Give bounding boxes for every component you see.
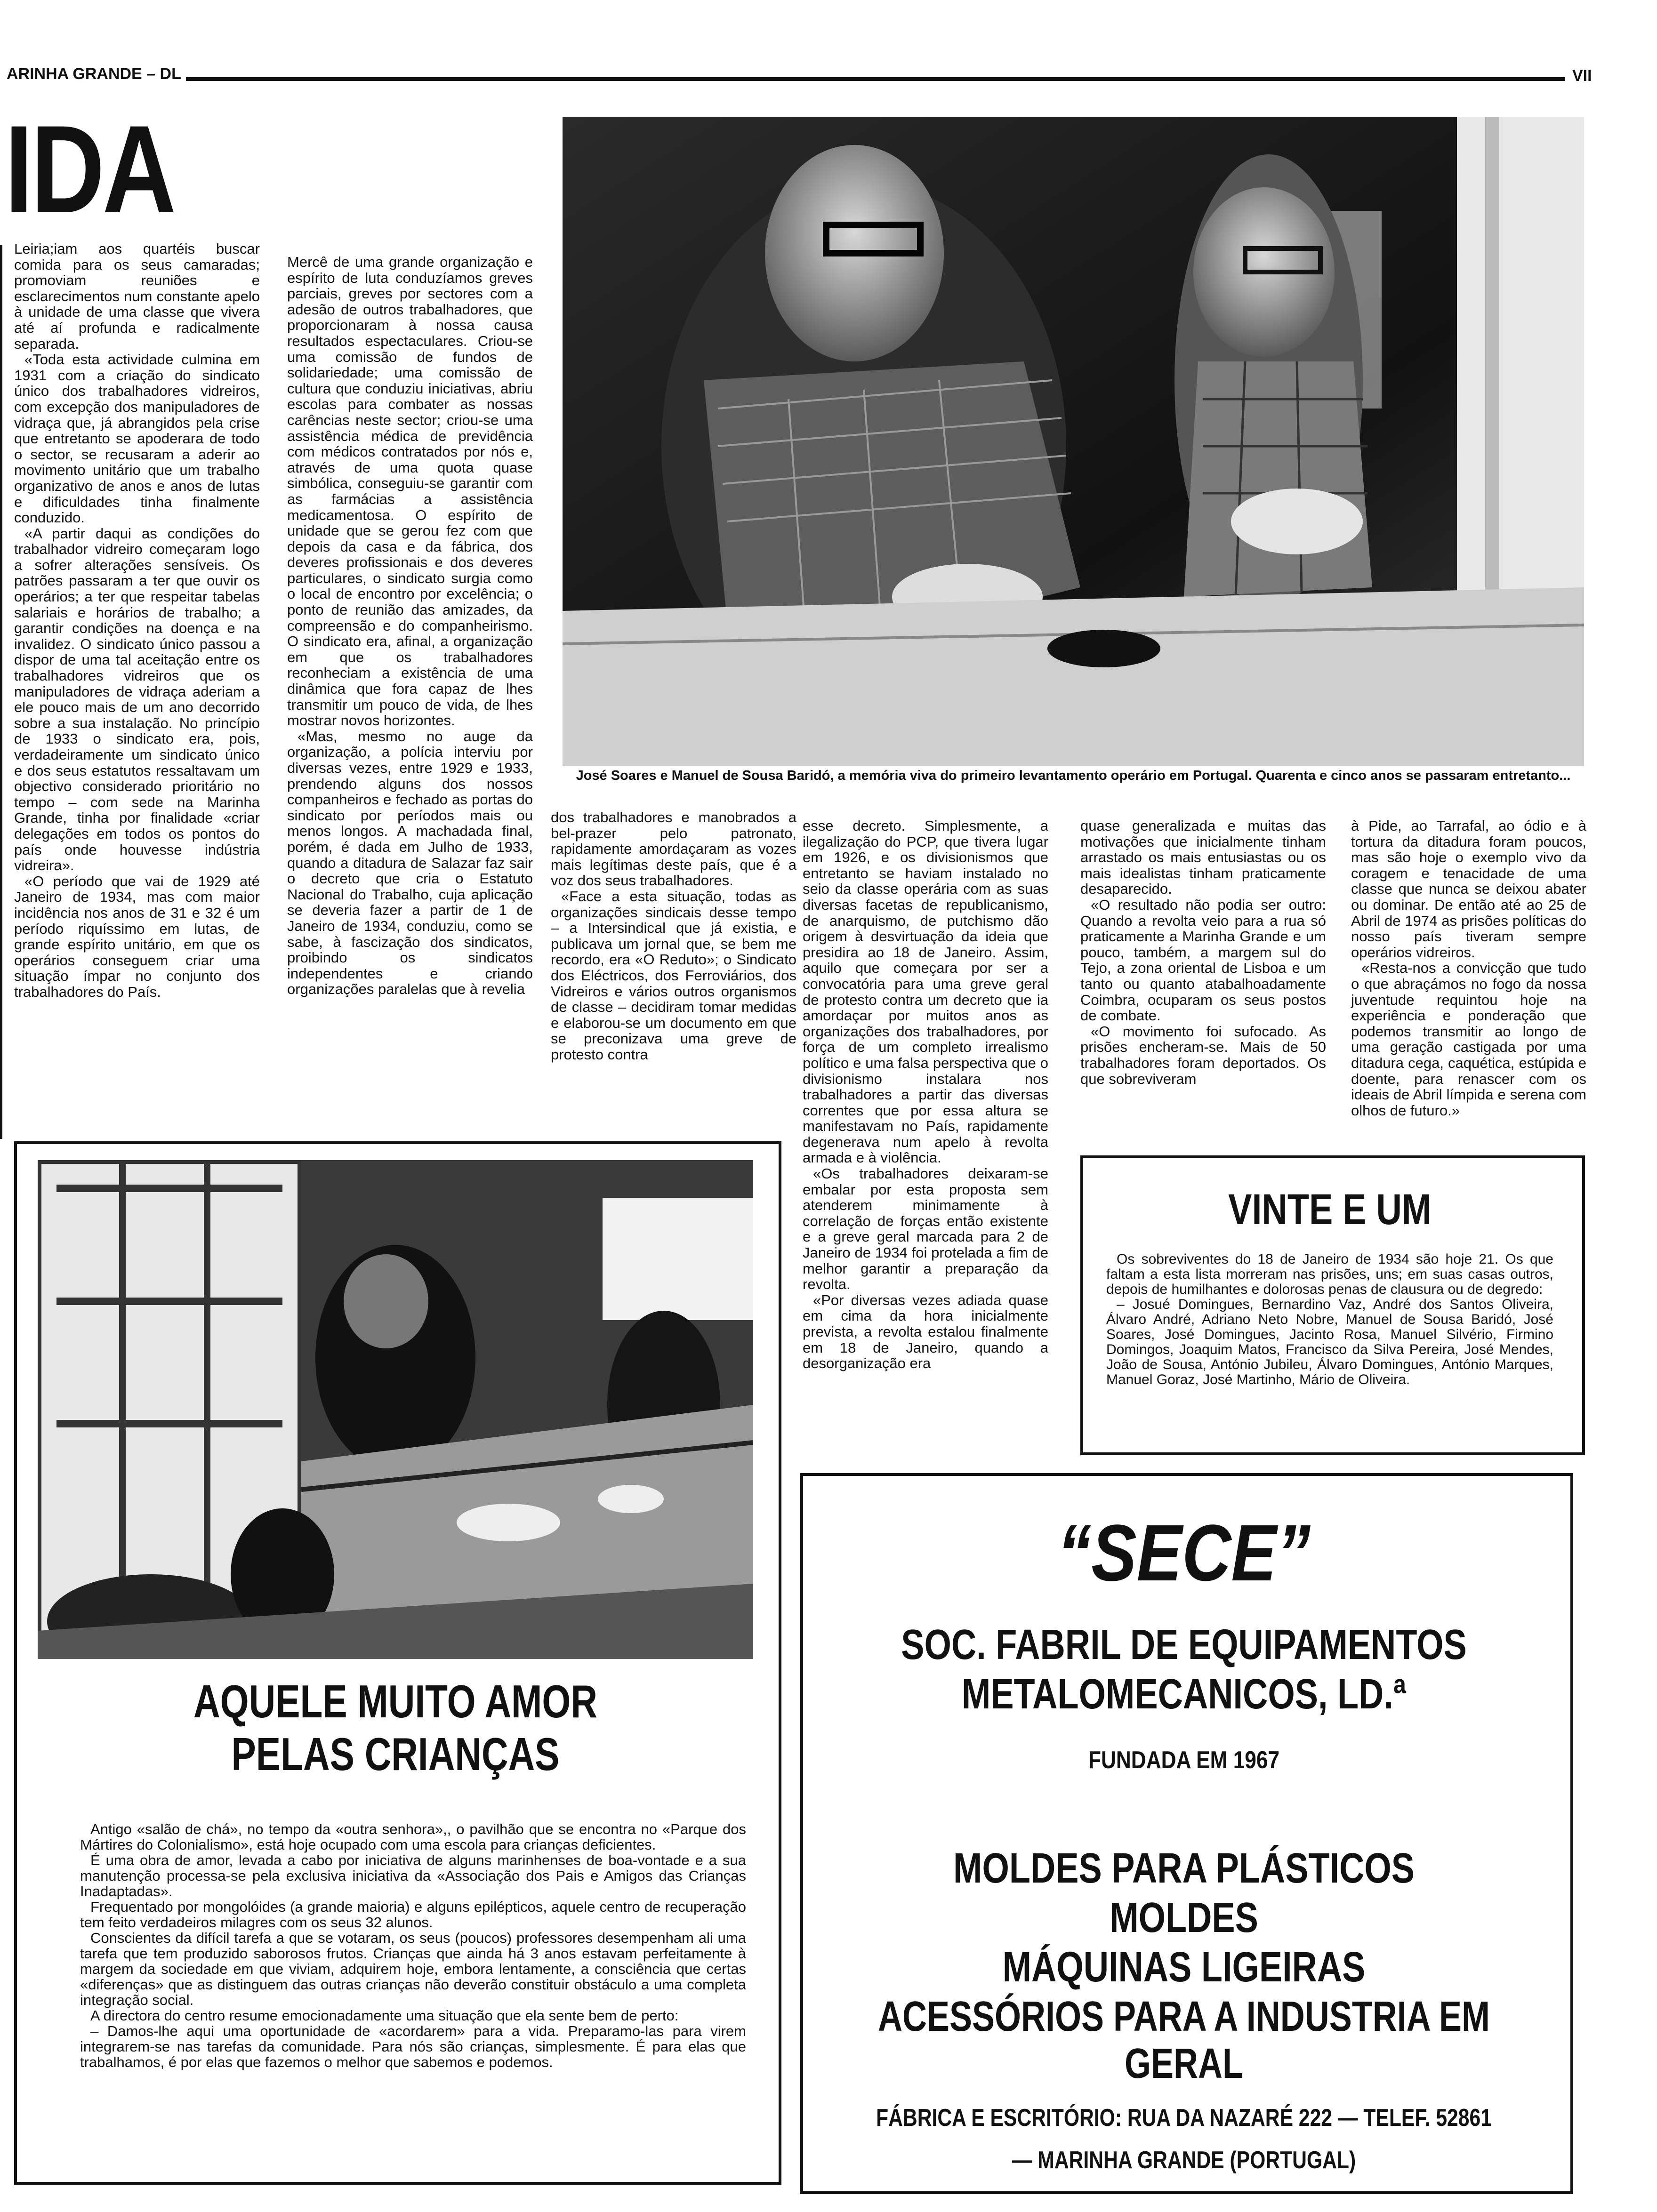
- children-story-body: [80, 1821, 746, 2070]
- vinte-e-um-body: [1106, 1252, 1553, 1387]
- children-headline-line-1: AQUELE MUITO AMOR: [193, 1675, 598, 1727]
- advert-company-line-1: SOC. FABRIL DE EQUIPAMENTOS: [901, 1621, 1467, 1668]
- paragraph: à Pide, ao Tarrafal, ao ódio e à tortura da ditadura foram poucos, mas são hoje o exemplo vivo da coragem e tenacidade de uma classe que nunca se deixou abater ou dominar. De então até ao 25 de Abril de 1974 as prisões políticas do nosso país tiveram sempre operários vidreiros.: [1351, 817, 1586, 961]
- children-photo-image: [38, 1160, 753, 1659]
- paragraph: Leiria;iam aos quartéis buscar comida para os seus camaradas; promoviam reuniões e esclarecimentos num constante apelo à unidade de uma classe que vivera até aí profunda e radicalmente separada.: [14, 240, 260, 352]
- advert-founded: FUNDADA EM 1967: [1088, 1747, 1280, 1774]
- children-headline-line-2: PELAS CRIANÇAS: [231, 1728, 560, 1780]
- paragraph: – Josué Domingues, Bernardino Vaz, André dos Santos Oliveira, Álvaro André, Adriano Neto Nobre, Manuel de Sousa Baridó, José Soares, José Domingues, Jacinto Rosa, Manuel Silvério, Firmino Domingos, Joaquim Matos, Francisco da Silva Pereira, José Mendes, João de Sousa, António Jubileu, Álvaro Domingues, António Marques, Manuel Goraz, José Martinho, Mário de Oliveira.: [1106, 1297, 1553, 1387]
- paragraph: Os sobreviventes do 18 de Janeiro de 1934 são hoje 21. Os que faltam a esta lista morreram nas prisões, uns; em suas casas outros, depois de humilhantes e dolorosas penas de clausura ou de degredo:: [1106, 1251, 1553, 1297]
- page-edge-rule: [0, 245, 2, 1139]
- main-photo-image: [563, 117, 1584, 766]
- paragraph: «Mas, mesmo no auge da organização, a polícia interviu por diversas vezes, entre 1929 e 1933, prendendo alguns dos nossos companheiros e fechado as portas do sindicato por períodos mais ou menos longos. A machadada final, porém, é dada em Julho de 1933, quando a ditadura de Salazar faz sair o decreto que cria o Estatuto Nacional do Trabalho, cuja aplicação se deveria fazer a partir de 1 de Janeiro de 1934, conduziu, como se sabe, à fascização dos sindicatos, proibindo os sindicatos independentes e criando organizações paralelas que à revelia: [287, 728, 533, 998]
- advert-address-line-1: FÁBRICA E ESCRITÓRIO: RUA DA NAZARÉ 222 — TELEF. 52861: [876, 2104, 1492, 2132]
- paragraph: Frequentado por mongolóides (a grande maioria) e alguns epilépticos, aquele centro de recuperação tem feito verdadeiros milagres com os seus 32 alunos.: [80, 1899, 746, 1931]
- paragraph: «Toda esta actividade culmina em 1931 com a criação do sindicato único dos trabalhadores vidreiros, com excepção dos manipuladores de vidraça que, já abrangidos pela crise que entretanto se apoderara de todo o sector, se recusaram a aderir ao movimento unitário que um trabalho organizativo de anos e anos de lutas e dificuldades tinha finalmente conduzido.: [14, 351, 260, 526]
- running-header-left: ARINHA GRANDE – DL: [7, 65, 181, 83]
- paragraph: dos trabalhadores e manobrados a bel-prazer pelo patronato, rapidamente amordaçaram as vozes mais legítimas deste país, que é a voz dos seus trabalhadores.: [551, 809, 796, 889]
- vinte-e-um-title: VINTE E UM: [1228, 1186, 1432, 1234]
- article-column-3: [551, 809, 796, 1063]
- paragraph: «A partir daqui as condições do trabalhador vidreiro começaram logo a sofrer alterações sensíveis. Os patrões passaram a ter que ouvir os operários; a ter que respeitar tabelas salariais e horários de trabalho; a garantir condições na doença e na invalidez. O sindicato único passou a dispor de uma tal aceitação entre os trabalhadores vidreiros que os manipuladores de vidraça aderiam a ele pouco mais de um ano decorrido sobre a sua instalação. No princípio de 1933 o sindicato era, pois, verdadeiramente um sindicato único e dos seus estatutos ressaltavam um objectivo considerado prioritário no tempo – com sede na Marinha Grande, tinha por finalidade «criar delegações em todos os pontos do país onde houvesse indústria vidreira».: [14, 525, 260, 874]
- paragraph: Mercê de uma grande organização e espírito de luta conduzíamos greves parciais, greves por sectores com a adesão de outros trabalhadores, que proporcionaram à nossa causa resultados espectaculares. Criou-se uma comissão de fundos de solidariedade; uma comissão de cultura que conduziu iniciativas, abriu escolas para combater as nossas carências neste sector; criou-se uma assistência médica de previdência com médicos contratados por nós e, através de uma quota quase simbólica, conseguiu-se garantir com as farmácias a assistência medicamentosa. O espírito de unidade que se gerou fez com que depois da casa e da fábrica, dos deveres profissionais e dos deveres particulares, o sindicato surgia como o local de encontro por excelência; o ponto de reunião das amizades, da compreensão e do companheirismo. O sindicato era, afinal, a organização em que os trabalhadores reconheciam a existência de uma dinâmica que fora capaz de lhes transmitir um pouco de vida, de lhes mostrar novos horizontes.: [287, 254, 533, 729]
- article-title: IDA: [5, 100, 174, 239]
- advert-product-2: MOLDES: [1110, 1894, 1258, 1941]
- paragraph: Conscientes da difícil tarefa a que se votaram, os seus (poucos) professores desempenham ali uma tarefa que tem produzido saborosos frutos. Crianças que ainda há 3 anos estavam perfeitamente à margem da sociedade em que viviam, adquirem hoje, embora lentamente, a consciência que certas «diferenças» que as distinguem das outras crianças não deverão constituir obstáculo a uma completa integração social.: [80, 1930, 746, 2008]
- paragraph: «O movimento foi sufocado. As prisões encheram-se. Mais de 50 trabalhadores foram deportados. Os que sobreviveram: [1080, 1023, 1326, 1087]
- article-column-5: [1080, 818, 1326, 1087]
- paragraph: Antigo «salão de chá», no tempo da «outra senhora»,, o pavilhão que se encontra no «Parque dos Mártires do Colonialismo», está hoje ocupado com uma escola para crianças deficientes.: [80, 1821, 746, 1853]
- paragraph: «Resta-nos a convicção que tudo o que abraçámos no fogo da nossa juventude requintou hoje na experiência e ponderação que podemos transmitir ao longo de uma geração castigada por uma ditadura cega, caquética, estúpida e doente, para renascer com os ideais de Abril límpida e serena com olhos de futuro.»: [1351, 960, 1586, 1119]
- page-number: VII: [1572, 67, 1592, 85]
- header-rule: [186, 77, 1565, 81]
- paragraph: «Por diversas vezes adiada quase em cima da hora inicialmente prevista, a revolta estalou finalmente em 18 de Janeiro, quando a desorganização era: [803, 1291, 1048, 1372]
- paragraph: quase generalizada e muitas das motivações que inicialmente tinham arrastado os mais entusiastas ou os mais idealistas tinham praticamente desaparecido.: [1080, 817, 1326, 898]
- advert-product-4: ACESSÓRIOS PARA A INDUSTRIA EM GERAL: [877, 1993, 1490, 2087]
- paragraph: «Os trabalhadores deixaram-se embalar por esta proposta sem atenderem minimamente à correlação de forças então existente e a greve geral marcada para 2 de Janeiro de 1934 foi protelada a fim de melhor garantir a preparação da revolta.: [803, 1165, 1048, 1293]
- advert-product-1: MOLDES PARA PLÁSTICOS: [953, 1845, 1415, 1892]
- advert-address-line-2: — MARINHA GRANDE (PORTUGAL): [1012, 2147, 1356, 2174]
- paragraph: «O período que vai de 1929 até Janeiro de 1934, mas com maior incidência nos anos de 31 e 32 é um período riquíssimo em lutas, de grande espírito unitário, em que os operários conseguem criar uma situação ímpar no conjunto dos trabalhadores do País.: [14, 873, 260, 1000]
- article-column-4: [803, 818, 1048, 1371]
- paragraph: esse decreto. Simplesmente, a ilegalização do PCP, que tivera lugar em 1926, e os divisionismos que entretanto se haviam instalado no seio da classe operária com as suas diversas facetas de republicanismo, de anarquismo, de putchismo dão origem à desvirtuação da ideia que presidira ao 18 de Janeiro. Assim, aquilo que começara por ser a convocatória para uma greve geral de protesto contra um decreto que ia amordaçar por muitos anos as organizações dos trabalhadores, por força de um completo irrealismo político e uma falsa perspectiva que o divisionismo instalara nos trabalhadores a partir das diversas correntes que por essa altura se manifestavam no País, rapidamente degenerava num apelo à revolta armada e à violência.: [803, 817, 1048, 1166]
- advert-company-line-2: METALOMECANICOS, LD.ª: [961, 1671, 1407, 1718]
- article-column-1: [14, 241, 260, 1000]
- advert-brand: “SECE”: [1057, 1508, 1311, 1598]
- paragraph: É uma obra de amor, levada a cabo por iniciativa de alguns marinhenses de boa-vontade e a sua manutenção processa-se pela exclusiva iniciativa da «Associação dos Pais e Amigos das Crianças Inadaptadas».: [80, 1852, 746, 1899]
- advert-product-3: MÁQUINAS LIGEIRAS: [1002, 1944, 1366, 1991]
- paragraph: «Face a esta situação, todas as organizações sindicais desse tempo – a Intersindical que já existia, e publicava um jornal que, se bem me recordo, era «O Reduto»; o Sindicato dos Eléctricos, dos Ferroviários, dos Vidreiros e vários outros organismos de classe – decidiram tomar medidas e elaborou-se um documento em que se preconizava uma greve de protesto contra: [551, 888, 796, 1063]
- article-column-2: [287, 254, 533, 997]
- paragraph: «O resultado não podia ser outro: Quando a revolta veio para a rua só praticamente a Marinha Grande e um pouco, também, a margem sul do Tejo, a zona oriental de Lisboa e um tanto ou quanto atabalhoadamente Coimbra, ocuparam os seus postos de combate.: [1080, 896, 1326, 1024]
- photo-caption: José Soares e Manuel de Sousa Baridó, a memória viva do primeiro levantamento operário em Portugal. Quarenta e cinco anos se passaram entretanto...: [576, 768, 1571, 783]
- paragraph: – Damos-lhe aqui uma oportunidade de «acordarem» para a vida. Preparamo-las para virem integrarem-se nas tarefas da comunidade. Para nós são crianças, simplesmente. É para elas que trabalhamos, é por elas que fazemos o melhor que sabemos e podemos.: [80, 2023, 746, 2070]
- article-column-6: [1351, 818, 1586, 1118]
- children-photo: [38, 1160, 753, 1659]
- main-photo: [563, 117, 1584, 766]
- paragraph: A directora do centro resume emocionadamente uma situação que ela sente bem de perto:: [90, 2007, 679, 2024]
